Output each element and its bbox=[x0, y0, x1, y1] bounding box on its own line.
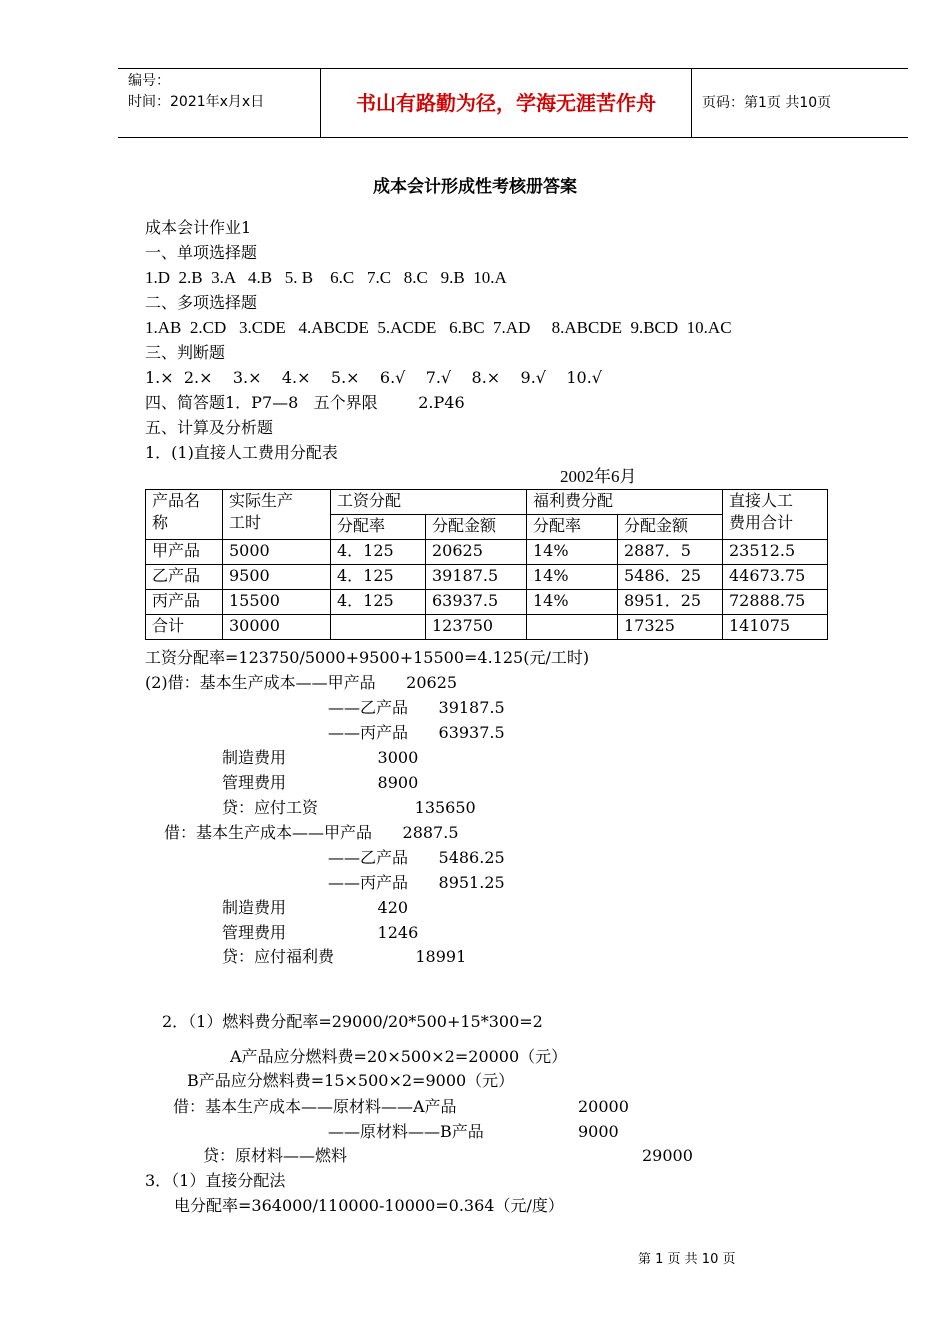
table-cell-name: 丙产品 bbox=[146, 590, 223, 615]
journal-amount: 29000 bbox=[642, 1146, 693, 1165]
table-cell-frate bbox=[527, 615, 618, 640]
table-cell-hours: 9500 bbox=[223, 565, 331, 590]
header-page-label: 页码：第1页 共10页 bbox=[702, 95, 832, 111]
table-cell-famt: 8951．25 bbox=[618, 590, 723, 615]
table-row bbox=[146, 590, 828, 615]
journal-line: ——原材料——B产品 bbox=[328, 1122, 484, 1141]
table-cell-hours: 5000 bbox=[223, 540, 331, 565]
table-cell-wamt: 63937.5 bbox=[426, 590, 527, 615]
question-heading: 3．（1）直接分配法 bbox=[145, 1171, 286, 1190]
section-heading: 成本会计作业1 bbox=[145, 218, 252, 237]
header-cell-welfare-amount: 分配金额 bbox=[618, 515, 723, 540]
journal-line: 制造费用 420 bbox=[222, 898, 409, 917]
journal-line: 借：基本生产成本——原材料——A产品 bbox=[173, 1097, 457, 1116]
journal-line: 借：基本生产成本——甲产品 2887.5 bbox=[164, 823, 459, 842]
section-heading: 一、单项选择题 bbox=[145, 243, 258, 262]
formula-line: A产品应分燃料费=20×500×2=20000（元） bbox=[230, 1047, 568, 1066]
header-cell-wage-rate: 分配率 bbox=[331, 515, 426, 540]
header-meta bbox=[118, 69, 320, 137]
header-cell-product: 产品名 称 bbox=[146, 490, 223, 540]
table-cell-name: 合计 bbox=[146, 615, 223, 640]
journal-line: 管理费用 8900 bbox=[222, 773, 419, 792]
table-row bbox=[146, 565, 828, 590]
table-cell-name: 乙产品 bbox=[146, 565, 223, 590]
journal-amount: 9000 bbox=[578, 1122, 619, 1141]
table-cell-name: 甲产品 bbox=[146, 540, 223, 565]
table-cell-wrate: 4．125 bbox=[331, 565, 426, 590]
journal-line: 贷：应付工资 135650 bbox=[222, 798, 476, 817]
table-row bbox=[146, 615, 828, 640]
table-cell-total: 44673.75 bbox=[723, 565, 828, 590]
formula-line: 工资分配率=123750/5000+9500+15500=4.125(元/工时) bbox=[145, 648, 590, 667]
table-cell-hours: 30000 bbox=[223, 615, 331, 640]
table-date: 2002年6月 bbox=[560, 467, 637, 486]
journal-line: ——丙产品 8951.25 bbox=[328, 873, 505, 892]
formula-line: B产品应分燃料费=15×500×2=9000（元） bbox=[187, 1071, 515, 1090]
journal-line: 管理费用 1246 bbox=[222, 923, 419, 942]
header-motto: 书山有路勤为径，学海无涯苦作舟 bbox=[320, 69, 692, 137]
table-cell-total: 23512.5 bbox=[723, 540, 828, 565]
table-cell-frate: 14% bbox=[527, 590, 618, 615]
table-cell-famt: 2887．5 bbox=[618, 540, 723, 565]
header-cell-wage: 工资分配 bbox=[331, 490, 527, 515]
section-heading: 二、多项选择题 bbox=[145, 293, 258, 312]
answer-line: 1.D 2.B 3.A 4.B 5. B 6.C 7.C 8.C 9.B 10.A bbox=[145, 268, 507, 287]
journal-line: (2)借：基本生产成本——甲产品 20625 bbox=[145, 673, 458, 692]
document-title: 成本会计形成性考核册答案 bbox=[373, 177, 577, 197]
journal-line: ——丙产品 63937.5 bbox=[328, 723, 505, 742]
table-cell-wamt: 123750 bbox=[426, 615, 527, 640]
page-header bbox=[118, 68, 908, 138]
header-cell-total: 直接人工 费用合计 bbox=[723, 490, 828, 540]
number-label: 编号： bbox=[128, 73, 170, 89]
table-cell-hours: 15500 bbox=[223, 590, 331, 615]
table-cell-famt: 5486．25 bbox=[618, 565, 723, 590]
answer-line: 1.AB 2.CD 3.CDE 4.ABCDE 5.ACDE 6.BC 7.AD 8.ABCDE 9.BCD 10.AC bbox=[145, 318, 732, 337]
journal-line: 贷：应付福利费 18991 bbox=[222, 947, 467, 966]
journal-line: ——乙产品 39187.5 bbox=[328, 698, 505, 717]
journal-line: 贷：原材料——燃料 bbox=[203, 1146, 348, 1165]
table-cell-frate: 14% bbox=[527, 565, 618, 590]
journal-line: ——乙产品 5486.25 bbox=[328, 848, 505, 867]
section-heading: 五、计算及分析题 bbox=[145, 418, 274, 437]
journal-amount: 20000 bbox=[578, 1097, 629, 1116]
header-cell-welfare: 福利费分配 bbox=[527, 490, 723, 515]
section-heading: 三、判断题 bbox=[145, 343, 226, 362]
table-body bbox=[146, 540, 828, 640]
journal-line: 制造费用 3000 bbox=[222, 748, 419, 767]
labor-cost-table bbox=[145, 489, 828, 640]
table-cell-total: 72888.75 bbox=[723, 590, 828, 615]
table-header-row bbox=[146, 490, 828, 515]
question-heading: 1．(1)直接人工费用分配表 bbox=[145, 443, 338, 462]
answer-line: 1.× 2.× 3.× 4.× 5.× 6.√ 7.√ 8.× 9.√ 10.√ bbox=[145, 368, 602, 387]
answer-line: 四、简答题1．P7—8 五个界限 2.P46 bbox=[145, 393, 465, 412]
question-heading: 2．（1）燃料费分配率=29000/20*500+15*300=2 bbox=[162, 1012, 543, 1031]
table-cell-total: 141075 bbox=[723, 615, 828, 640]
table-cell-frate: 14% bbox=[527, 540, 618, 565]
header-cell-wage-amount: 分配金额 bbox=[426, 515, 527, 540]
table-cell-wrate: 4．125 bbox=[331, 590, 426, 615]
table-cell-wamt: 20625 bbox=[426, 540, 527, 565]
table-row bbox=[146, 540, 828, 565]
table-cell-wrate bbox=[331, 615, 426, 640]
time-label: 时间：2021年x月x日 bbox=[128, 94, 265, 110]
header-cell-welfare-rate: 分配率 bbox=[527, 515, 618, 540]
table-cell-famt: 17325 bbox=[618, 615, 723, 640]
table-cell-wrate: 4．125 bbox=[331, 540, 426, 565]
formula-line: 电分配率=364000/110000-10000=0.364（元/度） bbox=[174, 1196, 564, 1215]
header-cell-hours: 实际生产 工时 bbox=[223, 490, 331, 540]
table-cell-wamt: 39187.5 bbox=[426, 565, 527, 590]
page-footer: 第 1 页 共 10 页 bbox=[638, 1252, 736, 1267]
